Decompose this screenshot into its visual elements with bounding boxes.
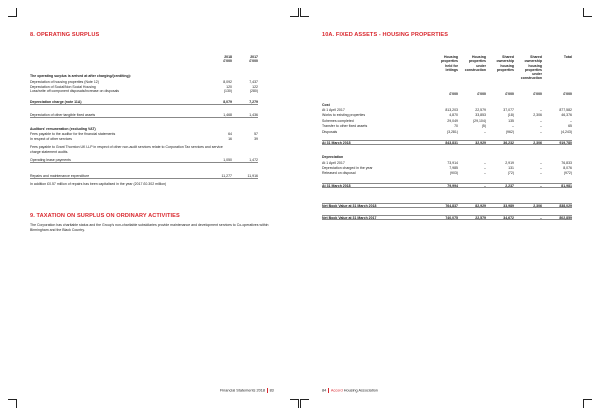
left-page — [30, 0, 278, 416]
row-label: Released on disposal — [322, 171, 356, 175]
row-label: Fees payable to Grant Thornton UK LLP in respect of other non-audit services relate to Corporation Tax services and service — [30, 145, 223, 149]
footer-label: Housing Association — [343, 388, 378, 393]
row-label: In respect of other services — [30, 136, 73, 141]
cell-value: 22,579 — [475, 108, 486, 112]
column-year: 2018 — [224, 55, 232, 59]
value-2017: 57 — [254, 132, 258, 136]
row-label: Repairs and maintenance expenditure — [30, 174, 90, 178]
cell-value: (4,243) — [560, 129, 572, 134]
table-row — [322, 155, 572, 160]
table-row — [30, 113, 258, 118]
section-8-title: 8. OPERATING SURPLUS — [30, 32, 100, 38]
row-label: Auditors' remuneration (excluding VAT) — [30, 127, 96, 131]
cell-value: 79,994 — [447, 184, 458, 188]
cell-value: 65 — [568, 124, 572, 128]
crop-mark — [8, 399, 17, 408]
table-row — [322, 130, 572, 135]
cell-value: – — [540, 171, 542, 175]
table-row — [322, 183, 572, 188]
column-unit: £'000 — [223, 59, 232, 64]
column-unit: £'000 — [533, 92, 542, 96]
column-header-2018 — [212, 55, 232, 64]
page-number: 84 — [322, 388, 327, 393]
table-row — [322, 140, 572, 145]
cell-value: 33,853 — [475, 113, 486, 117]
cell-value: 46,376 — [561, 113, 572, 117]
value-2018: 8,092 — [223, 80, 232, 84]
value-2018: 16 — [228, 136, 232, 141]
cell-value: – — [540, 184, 542, 188]
value-2018: 8,079 — [223, 100, 232, 104]
section-9-text: The Corporation has charitable status and the Group's non-charitable subsidiaries provide maintenance and development services to Co-operatives within Birmingham and the Black Country. — [30, 223, 269, 232]
cell-value: (18) — [507, 113, 514, 117]
value-2018: 120 — [226, 84, 232, 89]
cell-value: 2,306 — [533, 141, 542, 145]
cell-value: – — [484, 171, 486, 175]
cell-value: 70 — [454, 124, 458, 128]
crop-mark — [300, 8, 309, 17]
value-2018: 11,277 — [221, 174, 232, 178]
cell-value: 8,076 — [563, 166, 572, 170]
row-label: Depreciation charge (note 11A) — [30, 100, 82, 104]
right-page — [322, 0, 572, 416]
column-header: Shared ownership housing properties under construction — [520, 55, 542, 81]
row-label: At 31 March 2018 — [322, 184, 351, 188]
value-2018: 1,050 — [223, 158, 232, 162]
cell-value: 29,049 — [447, 118, 458, 123]
value-2017: 11,916 — [247, 174, 258, 178]
cell-value: – — [570, 118, 572, 123]
row-label: Transfer to other fixed assets — [322, 124, 368, 128]
value-2017: 1,436 — [249, 113, 258, 117]
cell-value: – — [540, 118, 542, 123]
value-2018: 1,468 — [223, 113, 232, 117]
cell-value: (29,104) — [472, 118, 486, 123]
value-2017: 1,472 — [249, 158, 258, 162]
footer-divider — [328, 388, 329, 393]
row-label: Works to existing properties — [322, 113, 366, 117]
cell-value: 2,919 — [505, 161, 514, 165]
row-label: Net Book Value at 31 March 2018 — [322, 204, 377, 208]
column-unit: £'000 — [249, 59, 258, 64]
row-label: Depreciation — [322, 155, 344, 159]
row-label: Depreciation charged in the year — [322, 166, 373, 170]
crop-mark — [290, 399, 299, 408]
cell-value: (903) — [449, 171, 458, 175]
cell-value: 843,831 — [445, 141, 458, 145]
column-year: 2017 — [250, 55, 258, 59]
crop-mark — [583, 399, 592, 408]
row-label: Loss/write off component disposals/increase on disposals — [30, 89, 120, 93]
row-label: Depreciation of Social/Non Social Housing — [30, 84, 96, 89]
column-unit: £'000 — [563, 92, 572, 96]
cell-value: 764,837 — [445, 204, 458, 208]
cell-value: – — [540, 216, 542, 220]
page-number: 83 — [269, 388, 274, 393]
cell-value: 2,306 — [533, 113, 542, 117]
cell-value: 802,859 — [559, 216, 572, 220]
cell-value: – — [540, 129, 542, 134]
column-header: Shared ownership housing properties — [496, 55, 514, 72]
row-label: Fees payable to the auditor for the financial statements — [30, 132, 116, 136]
cell-value: (5) — [481, 124, 486, 128]
row-label: charge statement audits. — [30, 149, 69, 154]
crop-mark — [8, 8, 17, 17]
row-label: At 1 April 2017 — [322, 161, 345, 165]
cell-value: 2,237 — [505, 184, 514, 188]
cell-value: 877,582 — [559, 108, 572, 112]
cell-value: 919,780 — [559, 141, 572, 145]
value-2018: 64 — [228, 132, 232, 136]
cell-value: – — [540, 124, 542, 128]
row-label: Cost — [322, 103, 330, 107]
row-label: Operating lease payments — [30, 158, 71, 162]
value-2018: (130) — [223, 89, 232, 93]
crop-mark — [300, 399, 309, 408]
table-row — [322, 119, 572, 124]
table-row — [322, 113, 572, 118]
row-label: Net Book Value at 31 March 2017 — [322, 216, 377, 220]
cell-value: (3,281) — [446, 129, 458, 134]
table-row — [30, 158, 258, 163]
left-footer — [220, 388, 274, 393]
table-row — [322, 124, 572, 129]
cell-value: – — [484, 166, 486, 170]
cell-value: 33,989 — [503, 204, 514, 208]
table-row — [322, 203, 572, 208]
cell-value: 37,077 — [503, 108, 514, 112]
table-row — [30, 89, 258, 94]
footer-divider — [267, 388, 268, 393]
value-2017: 7,437 — [249, 80, 258, 84]
cell-value: – — [512, 124, 514, 128]
table-row — [30, 137, 258, 142]
cell-value: 135 — [508, 118, 514, 123]
section-9-title: 9. TAXATION ON SURPLUS ON ORDINARY ACTIVITIES — [30, 213, 180, 219]
row-label: The operating surplus is arrived at after charging/(crediting): — [30, 74, 131, 78]
cell-value: 4,870 — [449, 113, 458, 117]
value-2017: (280) — [249, 89, 258, 93]
table-row — [30, 174, 258, 179]
footer-org-name: Accord — [330, 388, 343, 393]
row-label: Schemes completed — [322, 118, 354, 123]
cell-value: 73,914 — [447, 161, 458, 165]
column-header-2017 — [238, 55, 258, 64]
column-header: Housing properties held for lettings — [440, 55, 458, 72]
cell-value: (962) — [505, 129, 514, 134]
row-label: At 1 April 2017 — [322, 108, 345, 112]
table-row — [30, 74, 258, 79]
right-footer — [322, 388, 378, 393]
footer-label: Financial Statements 2018 — [220, 388, 265, 393]
table-row — [322, 171, 572, 176]
crop-mark — [290, 8, 299, 17]
value-2017: 7,279 — [249, 100, 258, 104]
cell-value: – — [540, 161, 542, 165]
cell-value: – — [484, 184, 486, 188]
value-2017: 122 — [252, 84, 258, 89]
cell-value: 740,075 — [445, 216, 458, 220]
cell-value: 131 — [508, 166, 514, 170]
cell-value: – — [540, 108, 542, 112]
cell-value: 2,306 — [533, 204, 542, 208]
row-label: At 31 March 2018 — [322, 141, 351, 145]
cell-value: – — [484, 161, 486, 165]
table-row — [30, 100, 258, 105]
cell-value: 7,985 — [449, 166, 458, 170]
cell-value: 82,929 — [475, 204, 486, 208]
table-row — [30, 150, 258, 155]
cell-value: (972) — [563, 171, 572, 175]
row-label: Disposals — [322, 129, 338, 134]
cell-value: – — [484, 129, 486, 134]
column-unit: £'000 — [449, 92, 458, 96]
row-label: Depreciation of housing properties (Note 12) — [30, 80, 99, 84]
section-10a-title: 10A. FIXED ASSETS - HOUSING PROPERTIES — [322, 32, 449, 38]
cell-value: (72) — [507, 171, 514, 175]
cell-value: 34,672 — [503, 216, 514, 220]
row-label: Depreciation of other tangible fixed assets — [30, 113, 96, 117]
table-row — [30, 182, 258, 187]
column-unit: £'000 — [477, 92, 486, 96]
cell-value: 22,579 — [475, 216, 486, 220]
cell-value: 32,929 — [475, 141, 486, 145]
column-header: Total — [563, 55, 572, 59]
value-2017: 39 — [254, 136, 258, 141]
table-row — [322, 215, 572, 220]
cell-value: 76,833 — [561, 161, 572, 165]
cell-value: 838,029 — [559, 204, 572, 208]
cell-value: 36,232 — [503, 141, 514, 145]
cell-value: 813,203 — [445, 108, 458, 112]
crop-mark — [583, 8, 592, 17]
cell-value: 81,981 — [561, 184, 572, 188]
column-header: Housing properties under construction — [464, 55, 486, 72]
cell-value: – — [540, 166, 542, 170]
row-label: In addition £0.57 million of repairs has been capitalised in the year (2017 £0.302 million) — [30, 182, 167, 186]
column-unit: £'000 — [505, 92, 514, 96]
